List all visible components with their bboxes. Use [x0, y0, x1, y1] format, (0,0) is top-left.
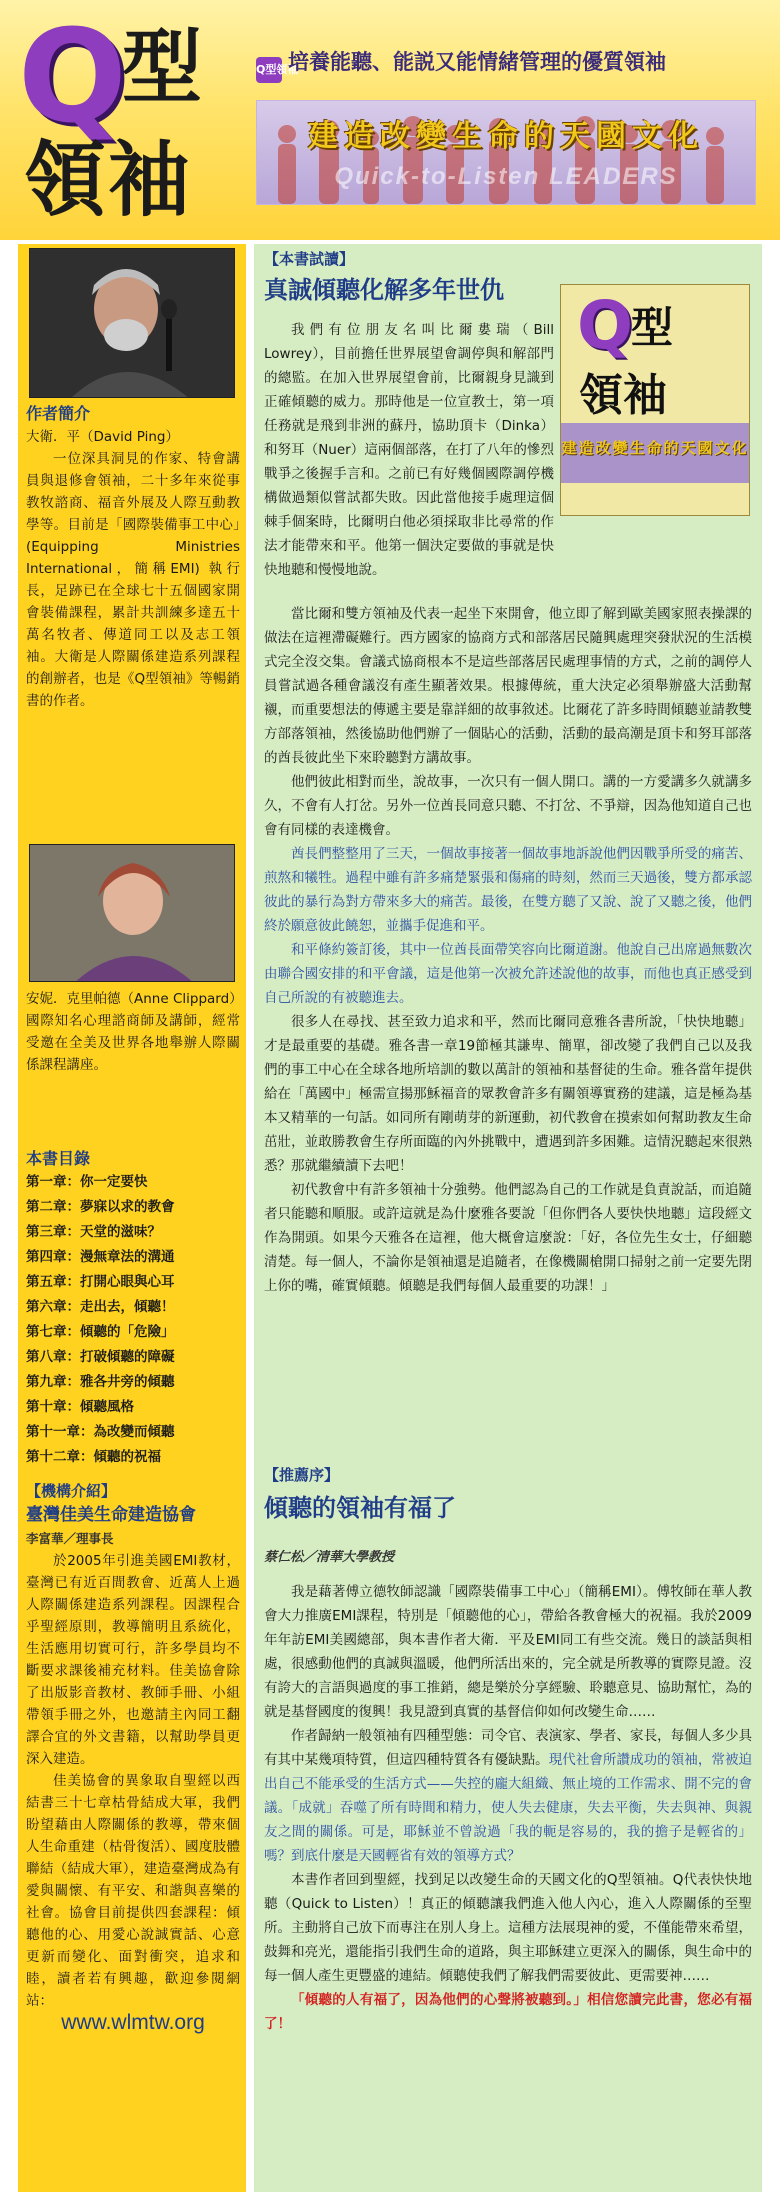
book-cover-band: 建造改變生命的天國文化 — [561, 423, 749, 483]
org-paragraph: 佳美協會的異象取自聖經以西結書三十七章枯骨結成大軍，我們盼望藉由人際關係的教導，帶來個人生命重建（枯骨復活）、國度肢體聯結（結成大軍），建造臺灣成為有愛與關懷、有平安、和諧與喜樂的社會。協會目前提供四套課程：傾聽他的心、用愛心說誠實話、心意更新而變化、面對衝突，追求和睦，讀者若有興趣，歡迎參閱網站： — [26, 1773, 240, 2009]
toc-item: 第九章：雅各井旁的傾聽 — [26, 1374, 175, 1390]
book-cover-q: Q — [577, 287, 634, 364]
author-photo — [29, 248, 235, 398]
author-intro-heading: 作者簡介 — [26, 404, 91, 423]
book-cover-lingxiu: 領袖 — [579, 370, 667, 421]
toc-heading: 本書目錄 — [26, 1149, 91, 1168]
trial-paragraph: 我們有位朋友名叫比爾婁瑞（Bill Lowrey），目前擔任世界展望會調停與和解部門的總監。在加入世界展望會前，比爾親身見識到正確傾聽的威力。那時他是一位宣教士，第一項任務就是飛到非洲的蘇丹，協助頂卡（Dinka）和努耳（Nuer）這兩個部落，在打了八年的慘烈戰爭之後握手言和。之前已有好幾個國際調停機構做過類似嘗試都失敗。因此當他接手處理這個棘手個案時，比爾明白他必須採取非比尋常的作法才能帶來和平。他第一個決定要做的事就是快快地聽和慢慢地說。 — [264, 322, 554, 578]
tagline-text: 培養能聽、能説又能情緒管理的優質領袖 — [288, 50, 666, 74]
trial-paragraph: 當比爾和雙方領袖及代表一起坐下來開會，他立即了解到歐美國家照表操課的做法在這裡滯礙難行。西方國家的協商方式和部落居民隨興處理突發狀況的生活模式完全沒交集。會議式協商根本不是這些部落居民處理事情的方式，之前的調停人員嘗試過各種會議沒有產生顯著效果。根據傳統，重大決定必須舉辦盛大活動幫襯，而重要想法的傳遞主要是靠詳細的故事敘述。比爾花了許多時間傾聽並請教雙方部落領袖，然後協助他們辦了一個貼心的活動，活動的最高潮是頂卡和努耳部落的酋長彼此坐下來聆聽對方講故事。 — [264, 606, 752, 766]
org-bracket-title: 【機構介紹】 — [26, 1482, 117, 1500]
toc-item: 第十一章：為改變而傾聽 — [26, 1424, 175, 1440]
toc-item: 第二章：夢寐以求的教會 — [26, 1199, 175, 1215]
preface-author: 蔡仁松／清華大學教授 — [264, 1550, 395, 1565]
left-sidebar — [18, 244, 246, 2192]
org-person: 李富華／理事長 — [26, 1531, 114, 1546]
trial-paragraph-highlight: 和平條約簽訂後，其中一位酋長面帶笑容向比爾道謝。他說自己出席過無數次由聯合國安排的和平會議，這是他第一次被允許述說他的故事，而他也真正感受到自己所說的有被聽進去。 — [264, 942, 752, 1006]
coauthor-portrait-image — [30, 845, 235, 982]
preface-body — [264, 1580, 752, 2036]
coauthor-section — [26, 988, 243, 1076]
preface-paragraph: 作者歸納一般領袖有四種型態：司令官、表演家、學者、家長，每個人多少具有其中某幾項特質，但這四種特質各有優缺點。 — [264, 1728, 752, 1768]
author-portrait-image — [30, 249, 235, 398]
preface-bracket-title: 【推薦序】 — [264, 1466, 340, 1484]
logo-q-letter: Q — [18, 3, 127, 152]
logo-lingxiu-characters: 領袖 — [24, 132, 193, 228]
toc-item: 第五章：打開心眼與心耳 — [26, 1274, 175, 1290]
coauthor-name: 安妮．克里帕德（Anne Clippard） — [26, 991, 243, 1007]
org-website-link[interactable]: www.wlmtw.org — [61, 2011, 205, 2034]
logo-xing-character: 型 — [122, 20, 202, 114]
preface-paragraph: 我是藉著傅立德牧師認識「國際裝備事工中心」（簡稱EMI）。傅牧師在華人教會大力推廣EMI課程，特別是「傾聽他的心」，帶給各教會極大的祝福。我於2009年年訪EMI美國總部，與本書作者大衛．平及EMI同工有些交流。幾日的談話與相處，很感動他們的真誠與溫暖，他們所活出來的，完全就是所教導的實際見證。沒有誇大的言語與過度的事工推銷，總是樂於分享經驗、聆聽意見、協助幫忙，為的就是基督國度的復興！我見證到真實的基督信仰如何改變生命…… — [264, 1584, 752, 1720]
trial-body — [264, 602, 752, 1298]
book-cover-xing: 型 — [631, 303, 674, 352]
toc-item: 第四章：漫無章法的溝通 — [26, 1249, 175, 1265]
trial-paragraph: 他們彼此相對而坐，說故事，一次只有一個人開口。講的一方愛講多久就講多久，不會有人打岔。另外一位酋長同意只聽、不打岔、不爭辯，因為他知道自己也會有同樣的表達機會。 — [264, 774, 752, 838]
organization-section — [26, 1480, 240, 2034]
q-leader-logo — [18, 3, 248, 234]
table-of-contents — [26, 1148, 240, 1470]
trial-paragraph: 很多人在尋找、甚至致力追求和平，然而比爾同意雅各書所說，「快快地聽」才是最重要的基礎。雅各書一章19節極其謙卑、簡單，卻改變了我們自己以及我們的事工中心在全球各地所培訓的數以萬計的領袖和基督徒的生命。雅各當年提供給在「萬國中」極需宣揚那穌福音的眾教會許多有關領導實務的建議，這是極為基本又精華的一句話。如同所有剛萌芽的新運動，初代教會在摸索如何幫助教友生命茁壯，並敢勝教會生存所面臨的內外挑戰中，遭遇到許多困難。這情況聽起來很熟悉？那就繼續讀下去吧！ — [264, 1014, 752, 1174]
banner-title: 建造改變生命的天國文化 — [308, 119, 704, 154]
toc-item: 第十章：傾聽風格 — [26, 1399, 134, 1415]
toc-item: 第三章：天堂的滋味？ — [26, 1224, 161, 1240]
author-bio: 一位深具洞見的作家、特會講員與退修會領袖，二十多年來從事教牧諮商、福音外展及人際互動教學等。目前是「國際裝備事工中心」(Equipping Ministries International，簡稱EMI) 執行長，足跡已在全球七十五個國家開會裝備課程，累計共訓練多達五十萬名牧者、傳道同工以及志工領袖。大衛是人際關係建造系列課程的創辦者，也是《Q型領袖》等暢銷書的作者。 — [26, 451, 240, 709]
author-intro-section — [26, 402, 240, 712]
trial-paragraph: 初代教會中有許多領袖十分強勢。他們認為自己的工作就是負責說話，而追隨者只能聽和順服。或許這就是為什麼雅各要說「但你們各人要快快地聽」這段經文作為開頭。如果今天雅各在這裡，他大概會這麼說：「好，各位先生女士，仔細聽清楚。每一個人，不論你是領袖還是追隨者，在像機關槍開口掃射之前一定要先閉上你的嘴，確實傾聽。傾聽是我們每個人最重要的功課！」 — [264, 1182, 752, 1294]
banner-subtitle: Quick-to-Listen LEADERS — [334, 163, 678, 190]
trial-bracket-title: 【本書試讀】 — [264, 250, 355, 268]
main-content — [254, 244, 762, 2192]
preface-paragraph-highlight: 現代社會所讚成功的領袖，常被迫出自己不能承受的生活方式——失控的龐大組織、無止境的工作需求、開不完的會議。「成就」吞噬了所有時間和精力，使人失去健康，失去平衡，失去與神、與親友之間的關係。可是，耶穌並不曾說過「我的軛是容易的，我的擔子是輕省的」嗎？到底什麼是天國輕省有效的領導方式？ — [264, 1752, 753, 1864]
coauthor-bio: 國際知名心理諮商師及講師，經常受邀在全美及世界各地舉辦人際關係課程講座。 — [26, 1013, 240, 1073]
org-name: 臺灣佳美生命建造協會 — [26, 1505, 196, 1525]
book-cover-image — [560, 284, 750, 516]
mini-logo-badge: Q型領袖 — [256, 57, 282, 83]
org-paragraph: 於2005年引進美國EMI教材，臺灣已有近百間教會、近萬人上過人際關係建造系列課程。因課程合乎聖經原則，教導簡明且系統化，生活應用切實可行，許多學員均不斷要求課後補充材料。佳美協會除了出版影音教材、教師手冊、小組帶領手冊之外，也邀請主內同工翻譯合宜的外文書籍，以幫助學員更深入建造。 — [26, 1553, 240, 1767]
coauthor-photo — [29, 844, 235, 982]
toc-item: 第七章：傾聽的「危險」 — [26, 1324, 175, 1340]
tagline — [256, 46, 666, 83]
trial-paragraph-highlight: 酋長們整整用了三天，一個故事接著一個故事地訴說他們因戰爭所受的痛苦、煎熬和犧牲。過程中雖有許多痛楚緊張和傷痛的時刻，然而三天過後，雙方都承認彼此的暴行為對方帶來多大的痛苦。最後，在雙方聽了又說、說了又聽之後，他們終於願意彼此饒恕，並攜手促進和平。 — [264, 846, 752, 934]
toc-item: 第八章：打破傾聽的障礙 — [26, 1349, 175, 1365]
preface-closing-quote: 「傾聽的人有福了，因為他們的心聲將被聽到。」相信您讀完此書，您必有福了！ — [264, 1992, 752, 2032]
toc-item: 第一章：你一定要快 — [26, 1174, 148, 1190]
preface-title: 傾聽的領袖有福了 — [264, 1493, 456, 1522]
culture-banner — [256, 100, 756, 205]
preface-paragraph: 本書作者回到聖經，找到足以改變生命的天國文化的Q型領袖。Q代表快快地聽（Quick to Listen）！真正的傾聽讓我們進入他人內心，進入人際關係的至聖所。主動將自己放下而專注在別人身上。這種方法展現神的愛，不僅能帶來希望，鼓舞和亮光，還能指引我們生命的道路，與主耶穌建立更深入的關係，與生命中的每一個人產生更豐盛的連結。傾聽使我們了解我們需要彼此、更需要神…… — [264, 1872, 752, 1984]
toc-item: 第六章：走出去，傾聽！ — [26, 1299, 175, 1315]
trial-paragraph-wrap — [264, 318, 554, 582]
trial-article-title: 真誠傾聽化解多年世仇 — [264, 275, 504, 304]
author-name: 大衛．平（David Ping） — [26, 429, 179, 445]
toc-item: 第十二章：傾聽的祝福 — [26, 1449, 161, 1465]
header-banner — [0, 0, 780, 240]
